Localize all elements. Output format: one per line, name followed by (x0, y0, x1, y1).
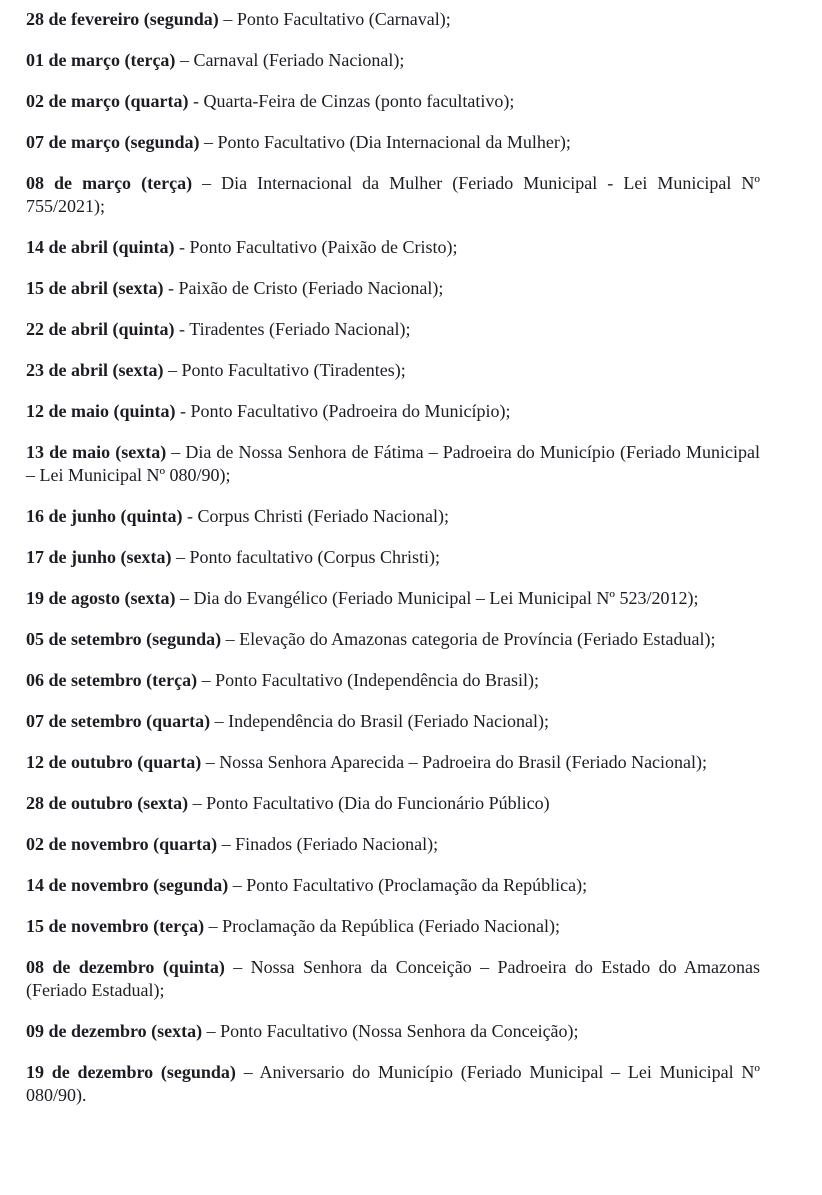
holiday-description: - Ponto Facultativo (Paixão de Cristo); (174, 237, 458, 257)
holiday-date: 15 de novembro (terça) (26, 916, 205, 936)
holiday-description: – Carnaval (Feriado Nacional); (175, 50, 405, 70)
holiday-entry (26, 8, 760, 31)
holiday-description: – Dia Internacional da Mulher (Feriado Municipal - Lei Municipal Nº 755/2021); (26, 173, 760, 216)
holiday-date: 02 de novembro (quarta) (26, 834, 218, 854)
holiday-entry (26, 915, 760, 938)
holiday-date: 01 de março (terça) (26, 50, 176, 70)
holiday-date: 22 de abril (quinta) (26, 319, 175, 339)
holiday-entry (26, 833, 760, 856)
holiday-description: - Corpus Christi (Feriado Nacional); (182, 506, 449, 526)
holiday-date: 19 de agosto (sexta) (26, 588, 176, 608)
holiday-description: – Dia do Evangélico (Feriado Municipal – Lei Municipal Nº 523/2012); (175, 588, 699, 608)
holiday-description: - Tiradentes (Feriado Nacional); (174, 319, 411, 339)
holiday-entry (26, 90, 760, 113)
holiday-date: 12 de outubro (quarta) (26, 752, 202, 772)
holiday-entry (26, 874, 760, 897)
holiday-date: 14 de novembro (segunda) (26, 875, 229, 895)
holiday-entry (26, 1061, 760, 1107)
holiday-description: – Nossa Senhora Aparecida – Padroeira do Brasil (Feriado Nacional); (201, 752, 708, 772)
holiday-entry (26, 710, 760, 733)
holiday-list (26, 8, 760, 1107)
holiday-date: 17 de junho (sexta) (26, 547, 172, 567)
holiday-description: – Elevação do Amazonas categoria de Província (Feriado Estadual); (221, 629, 716, 649)
holiday-entry (26, 546, 760, 569)
holiday-entry (26, 49, 760, 72)
holiday-entry (26, 131, 760, 154)
holiday-entry (26, 1020, 760, 1043)
holiday-description: – Ponto Facultativo (Tiradentes); (163, 360, 406, 380)
holiday-description: - Quarta-Feira de Cinzas (ponto facultativo); (188, 91, 515, 111)
holiday-date: 07 de março (segunda) (26, 132, 200, 152)
holiday-entry (26, 751, 760, 774)
holiday-entry (26, 400, 760, 423)
holiday-description: – Ponto Facultativo (Independência do Brasil); (197, 670, 540, 690)
holiday-description: – Aniversario do Município (Feriado Municipal – Lei Municipal Nº 080/90). (26, 1062, 760, 1105)
holiday-description: - Ponto Facultativo (Padroeira do Município); (175, 401, 511, 421)
holiday-date: 08 de dezembro (quinta) (26, 957, 225, 977)
holiday-date: 14 de abril (quinta) (26, 237, 175, 257)
holiday-date: 13 de maio (sexta) (26, 442, 167, 462)
holiday-date: 19 de dezembro (segunda) (26, 1062, 236, 1082)
holiday-description: – Dia de Nossa Senhora de Fátima – Padroeira do Município (Feriado Municipal – Lei Municipal Nº 080/90); (26, 442, 760, 485)
holiday-date: 28 de outubro (sexta) (26, 793, 189, 813)
holiday-date: 09 de dezembro (sexta) (26, 1021, 203, 1041)
holiday-description: – Independência do Brasil (Feriado Nacional); (210, 711, 550, 731)
holiday-date: 16 de junho (quinta) (26, 506, 183, 526)
holiday-description: - Paixão de Cristo (Feriado Nacional); (163, 278, 444, 298)
holiday-description: – Ponto Facultativo (Dia do Funcionário Público) (188, 793, 550, 813)
holiday-date: 05 de setembro (segunda) (26, 629, 222, 649)
holiday-description: – Ponto Facultativo (Dia Internacional da Mulher); (199, 132, 571, 152)
holiday-entry (26, 669, 760, 692)
holiday-date: 02 de março (quarta) (26, 91, 189, 111)
holiday-description: – Finados (Feriado Nacional); (217, 834, 439, 854)
holiday-description: – Ponto Facultativo (Proclamação da República); (228, 875, 588, 895)
holiday-entry (26, 441, 760, 487)
holiday-description: – Nossa Senhora da Conceição – Padroeira do Estado do Amazonas (Feriado Estadual); (26, 957, 761, 1000)
holiday-date: 07 de setembro (quarta) (26, 711, 211, 731)
holiday-date: 08 de março (terça) (26, 173, 193, 193)
holiday-date: 12 de maio (quinta) (26, 401, 176, 421)
holiday-description: – Proclamação da República (Feriado Nacional); (204, 916, 560, 936)
holiday-description: – Ponto Facultativo (Nossa Senhora da Conceição); (202, 1021, 579, 1041)
holiday-description: – Ponto facultativo (Corpus Christi); (171, 547, 440, 567)
holiday-entry (26, 956, 760, 1002)
holiday-entry (26, 587, 760, 610)
holiday-entry (26, 236, 760, 259)
holiday-entry (26, 359, 760, 382)
holiday-entry (26, 172, 760, 218)
holiday-description: – Ponto Facultativo (Carnaval); (218, 9, 451, 29)
holiday-entry (26, 628, 760, 651)
holiday-entry (26, 505, 760, 528)
holiday-date: 06 de setembro (terça) (26, 670, 198, 690)
holiday-date: 15 de abril (sexta) (26, 278, 164, 298)
holiday-date: 23 de abril (sexta) (26, 360, 164, 380)
holiday-date: 28 de fevereiro (segunda) (26, 9, 219, 29)
holiday-entry (26, 318, 760, 341)
holiday-entry (26, 792, 760, 815)
holiday-entry (26, 277, 760, 300)
